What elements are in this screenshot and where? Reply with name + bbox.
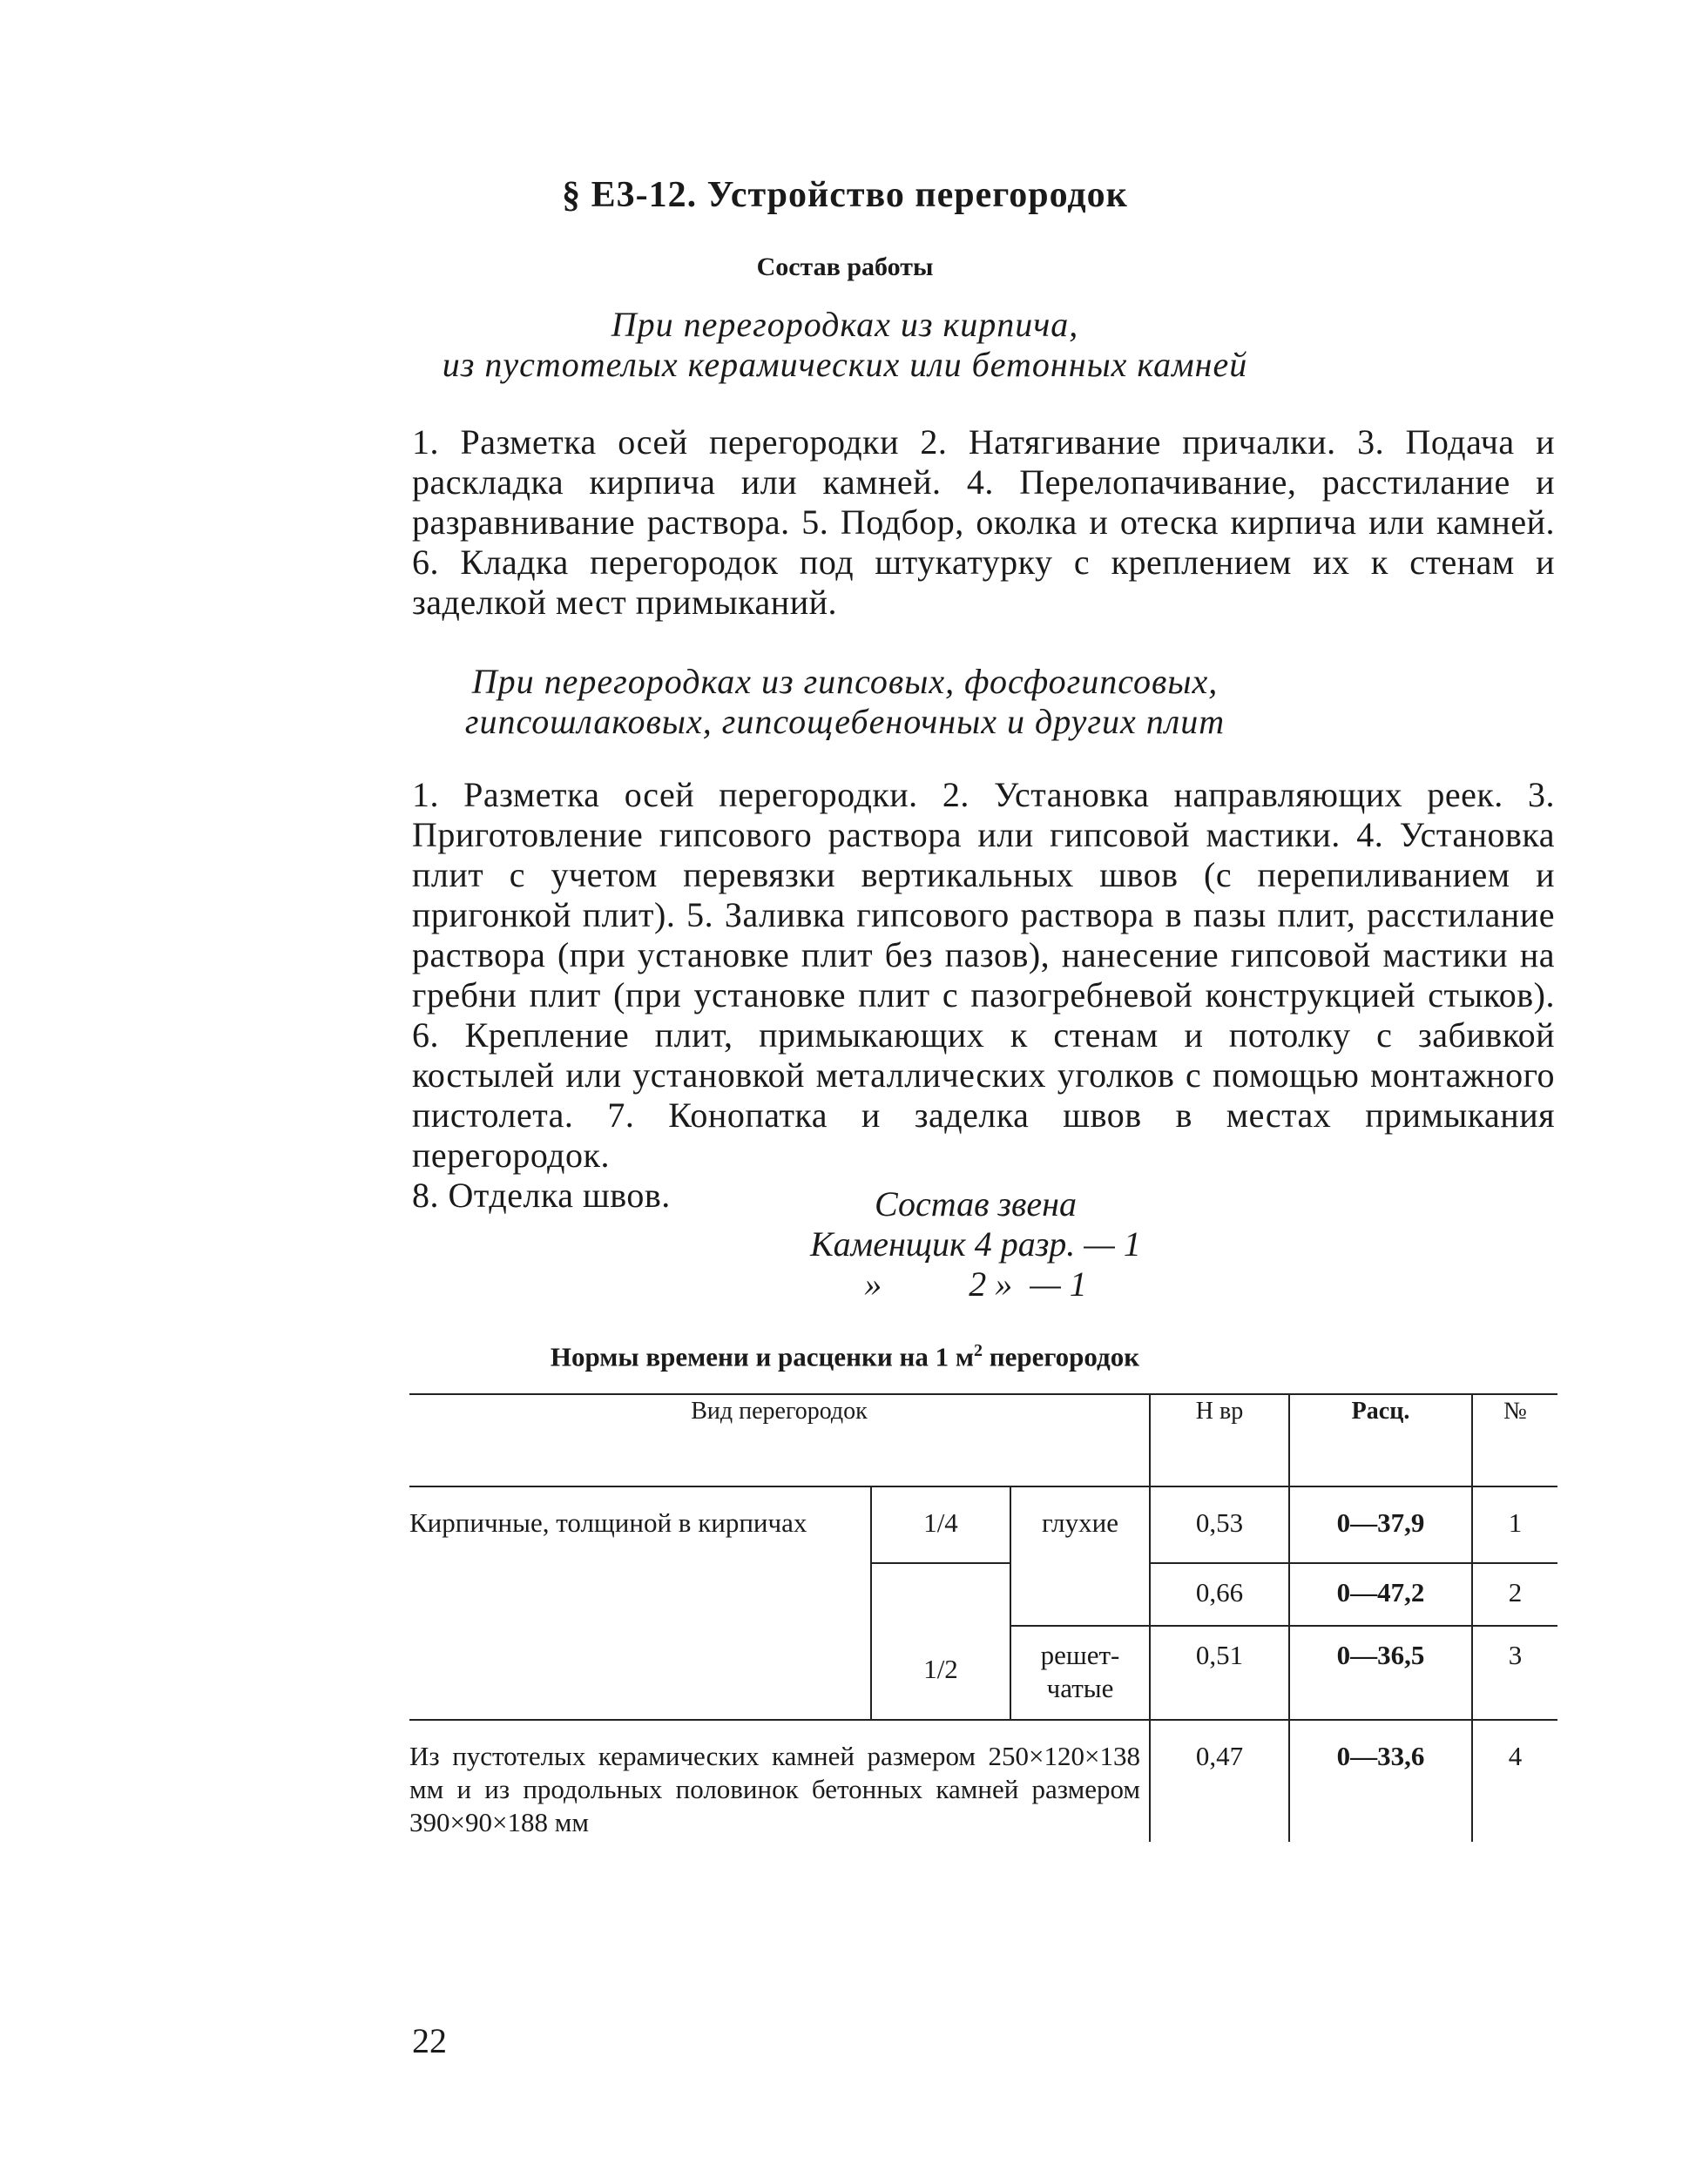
rate-cell: 0—47,2 [1289, 1563, 1472, 1626]
number-cell: 1 [1472, 1486, 1557, 1563]
header-norm: Н вр [1150, 1394, 1289, 1486]
norm-cell: 0,51 [1150, 1626, 1289, 1720]
gypsum-heading-line: гипсошлаковых, гипсощебеночных и других плит [464, 702, 1226, 741]
norm-cell: 0,47 [1150, 1720, 1289, 1842]
rate-cell: 0—33,6 [1289, 1720, 1472, 1842]
table-row [409, 1486, 1557, 1563]
gypsum-work-steps [412, 775, 1555, 1216]
gypsum-steps-text: 1. Разметка осей перегородки. 2. Установка направляющих реек. 3. Приготовление гипсового раствора или гипсовой мастики. 4. Установка плит с учетом перевязки вертикальных швов (с перепиливанием и пригонкой плит). 5. Заливка гипсового раствора в пазы плит, расстилание раствора (при установке плит без пазов), нанесение гипсовой мастики на гребни плит (при установке плит с пазогребневой конструкцией стыков). 6. Крепление плит, примыкающих к стенам и потолку с забивкой костылей или установкой металлических уголков с помощью монтажного пистолета. 7. Конопатка и заделка швов в местах примыкания перегородок. [412, 775, 1555, 1175]
section-title: § Е3-12. Устройство перегородок [562, 175, 1128, 215]
table-caption-superscript: 2 [974, 1341, 983, 1360]
crew-heading: Состав звена [874, 1184, 1077, 1223]
crew-composition [662, 1184, 1289, 1304]
thickness-cell: 1/2 [871, 1563, 1010, 1720]
table-row [409, 1720, 1557, 1842]
table-caption [261, 1341, 1429, 1372]
table-caption-text: Нормы времени и расценки на 1 м [550, 1341, 974, 1372]
norm-cell: 0,66 [1150, 1563, 1289, 1626]
number-cell: 4 [1472, 1720, 1557, 1842]
table-caption-tail: перегородок [983, 1341, 1140, 1372]
number-cell: 3 [1472, 1626, 1557, 1720]
gypsum-heading-line: При перегородках из гипсовых, фосфогипсовых, [471, 662, 1219, 701]
gypsum-steps-last: 8. Отделка швов. [412, 1176, 671, 1215]
header-number: № [1472, 1394, 1557, 1486]
rate-cell: 0—37,9 [1289, 1486, 1472, 1563]
gypsum-partitions-heading [261, 662, 1429, 742]
header-type: Вид перегородок [691, 1398, 868, 1425]
rate-cell: 0—36,5 [1289, 1626, 1472, 1720]
header-rate: Расц. [1289, 1394, 1472, 1486]
brick-heading-line: из пустотелых керамических или бетонных камней [442, 345, 1248, 384]
hollow-stone-description: Из пустотелых керамических камней размером 250×120×138 мм и из продольных половинок бетонных камней размером 390×90×188 мм [409, 1741, 1140, 1837]
brick-partitions-heading [261, 305, 1429, 385]
table-header-row [409, 1394, 1557, 1486]
brick-heading-line: При перегородках из кирпича, [611, 305, 1079, 344]
brick-work-steps: 1. Разметка осей перегородки 2. Натягивание причалки. 3. Подача и раскладка кирпича или камней. 4. Перелопачивание, расстилание и разравнивание раствора. 5. Подбор, околка и отеска кирпича или камней. 6. Кладка перегородок под штукатурку с креплением их к стенам и заделкой мест примыканий. [412, 422, 1555, 622]
norms-table [409, 1393, 1557, 1842]
thickness-cell: 1/4 [871, 1486, 1010, 1563]
kind-cell: глухие [1010, 1486, 1150, 1626]
crew-line: » 2 » — 1 [864, 1264, 1087, 1304]
page-number: 22 [412, 2021, 447, 2060]
work-composition-heading: Состав работы [756, 253, 934, 281]
kind-cell: решет-чатые [1010, 1626, 1150, 1720]
number-cell: 2 [1472, 1563, 1557, 1626]
crew-line: Каменщик 4 разр. — 1 [810, 1224, 1141, 1264]
brick-type-label: Кирпичные, толщиной в кирпичах [409, 1507, 807, 1538]
norm-cell: 0,53 [1150, 1486, 1289, 1563]
